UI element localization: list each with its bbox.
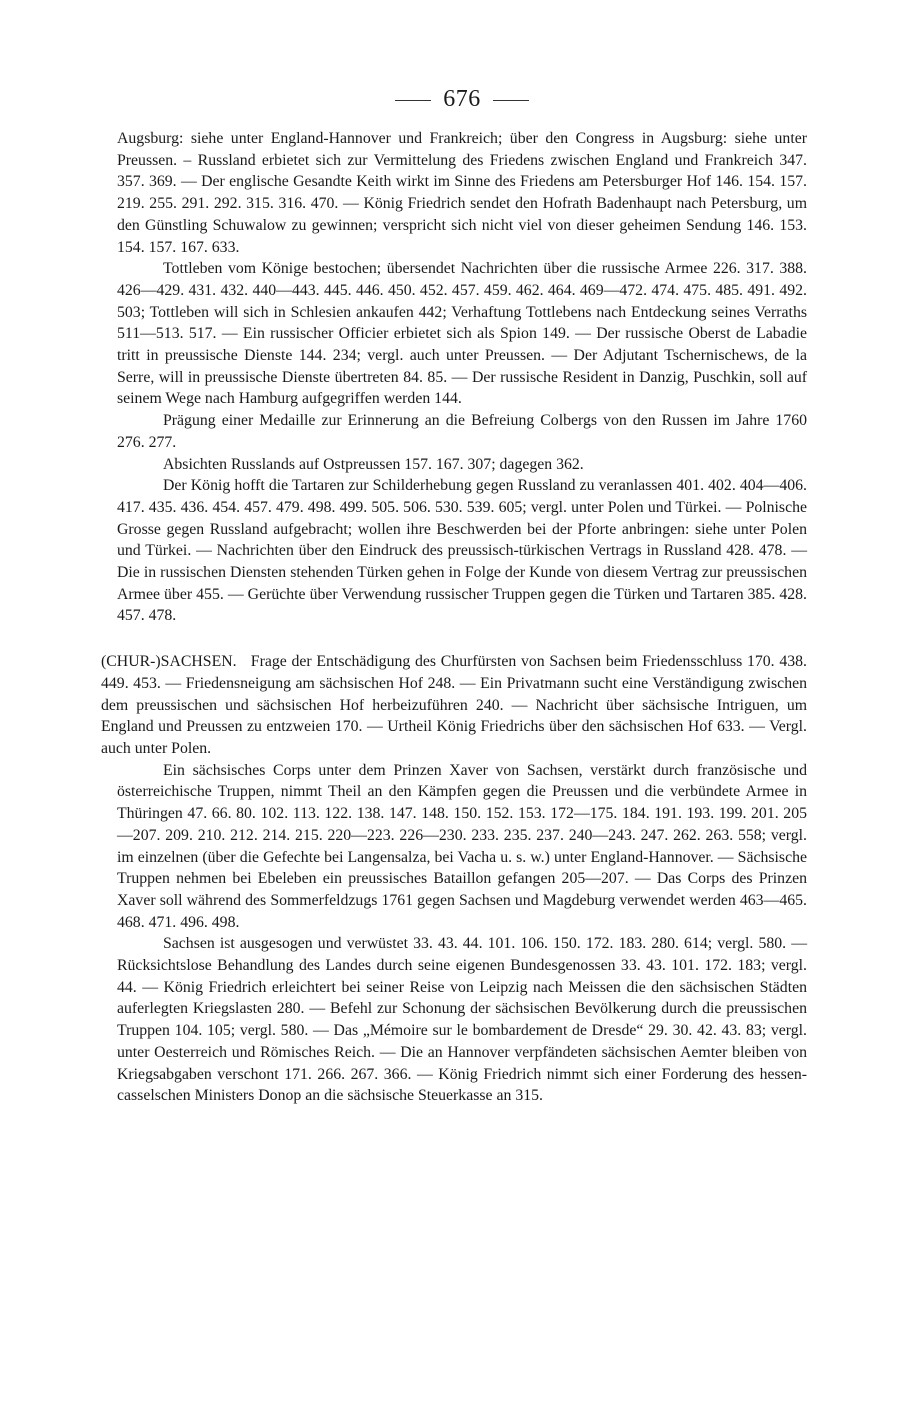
page-header bbox=[117, 82, 807, 116]
entry-paragraph: Der König hofft die Tartaren zur Schilderhebung gegen Russland zu veranlassen 401. 402. 404—406. 417. 435. 436. 454. 457. 479. 498. 499. 505. 506. 530. 539. 605; vergl. unter Polen und Türkei. — Polnische Grosse gegen Russland aufgebracht; wollen ihre Beschwerden bei der Pforte anbringen: siehe unter Polen und Türkei. — Nachrichten über den Eindruck des preussisch-türkischen Vertrags in Russland 428. 478. — Die in russischen Diensten stehenden Türken gehen in Folge der Kunde von diesem Vertrag zur preussischen Armee über 455. — Gerüchte über Verwendung russischer Truppen gegen die Türken und Tartaren 385. 428. 457. 478. bbox=[117, 477, 807, 625]
entry-paragraph: Prägung einer Medaille zur Erinnerung an die Befreiung Colbergs von den Russen im Jahre 1760 276. 277. bbox=[117, 412, 807, 451]
entry-paragraph: Frage der Entschädigung des Churfürsten von Sachsen beim Friedensschluss 170. 438. 449. 453. — Friedensneigung am sächsischen Hof 248. — Ein Privatmann sucht eine Verständigung zwischen dem preussischen und sächsischen Hof herbeizuführen 240. — Nachricht über sächsische Intriguen, um England und Preussen zu entzweien 170. — Urtheil König Friedrichs über den sächsischen Hof 633. — Vergl. auch unter Polen. bbox=[101, 653, 807, 757]
index-entry-russland-continued bbox=[117, 128, 807, 627]
entry-paragraph: Ein sächsisches Corps unter dem Prinzen Xaver von Sachsen, verstärkt durch französische und österreichische Truppen, nimmt Theil an den Kämpfen gegen die Preussen und die verbündete Armee in Thüringen 47. 66. 80. 102. 113. 122. 138. 147. 148. 150. 152. 153. 172—175. 184. 191. 193. 199. 201. 205—207. 209. 210. 212. 214. 215. 220—223. 226—230. 233. 235. 237. 240—243. 247. 262. 263. 558; vergl. im einzelnen (über die Gefechte bei Langensalza, bei Vacha u. s. w.) unter England-Hannover. — Sächsische Truppen nehmen bei Ebeleben ein preussisches Bataillon gefangen 205—207. — Das Corps des Prinzen Xaver soll während des Sommerfeldzugs 1761 gegen Sachsen und Magdeburg verwendet werden 463—465. 468. 471. 496. 498. bbox=[117, 761, 807, 931]
document-page bbox=[101, 82, 807, 1107]
page-number: 676 bbox=[443, 86, 481, 112]
entry-paragraph: Absichten Russlands auf Ostpreussen 157. 167. 307; dagegen 362. bbox=[163, 455, 584, 473]
header-rule-left bbox=[395, 100, 431, 101]
header-rule-right bbox=[493, 100, 529, 101]
entry-first-paragraph bbox=[101, 651, 807, 760]
index-entry-sachsen bbox=[101, 651, 807, 1107]
entry-paragraph: Augsburg: siehe unter England-Hannover und Frankreich; über den Congress in Augsburg: siehe unter Preussen. – Russland erbietet sich zur Vermittelung des Friedens zwischen England und Frankreich 347. 357. 369. — Der englische Gesandte Keith wirkt im Sinne des Friedens am Petersburger Hof 146. 154. 157. 219. 255. 291. 292. 315. 316. 470. — König Friedrich sendet den Hofrath Badenhaupt nach Petersburg, um den Günstling Schuwalow zu gewinnen; verspricht sich nicht viel von dieser geheimen Sendung 146. 153. 154. 157. 167. 633. bbox=[117, 130, 807, 256]
entry-paragraph: Sachsen ist ausgesogen und verwüstet 33. 43. 44. 101. 106. 150. 172. 183. 280. 614; vergl. 580. — Rücksichtslose Behandlung des Landes durch seine eigenen Bundesgenossen 33. 43. 101. 172. 183; vergl. 44. — König Friedrich erleichtert bei seiner Reise von Leipzig nach Meissen die den sächsischen Städten auferlegten Kriegslasten 280. — Befehl zur Schonung der sächsischen Bevölkerung durch die preussischen Truppen 104. 105; vergl. 580. — Das „Mémoire sur le bombardement de Dresde“ 29. 30. 42. 43. 83; vergl. unter Oesterreich und Römisches Reich. — Die an Hannover verpfändeten sächsischen Aemter bleiben von Kriegsabgaben verschont 171. 266. 267. 366. — König Friedrich nimmt sich einer Forderung des hessen-casselschen Ministers Donop an die sächsische Steuerkasse an 315. bbox=[117, 935, 807, 1105]
entry-paragraph: Tottleben vom Könige bestochen; übersendet Nachrichten über die russische Armee 226. 317. 388. 426—429. 431. 432. 440—443. 445. 446. 450. 452. 457. 459. 462. 464. 469—472. 474. 475. 485. 491. 492. 503; Tottleben will sich in Schlesien ankaufen 442; Verhaftung Tottlebens nach Entdeckung seines Verraths 511—513. 517. — Ein russischer Officier erbietet sich als Spion 149. — Der russische Oberst de Labadie tritt in preussische Dienste 144. 234; vergl. auch unter Preussen. — Der Adjutant Tschernischews, de la Serre, will in preussische Dienste übertreten 84. 85. — Der russische Resident in Danzig, Puschkin, soll auf seinem Wege nach Hamburg aufgegriffen werden 144. bbox=[117, 260, 807, 408]
entry-heading: (CHUR-)SACHSEN. bbox=[101, 653, 237, 671]
